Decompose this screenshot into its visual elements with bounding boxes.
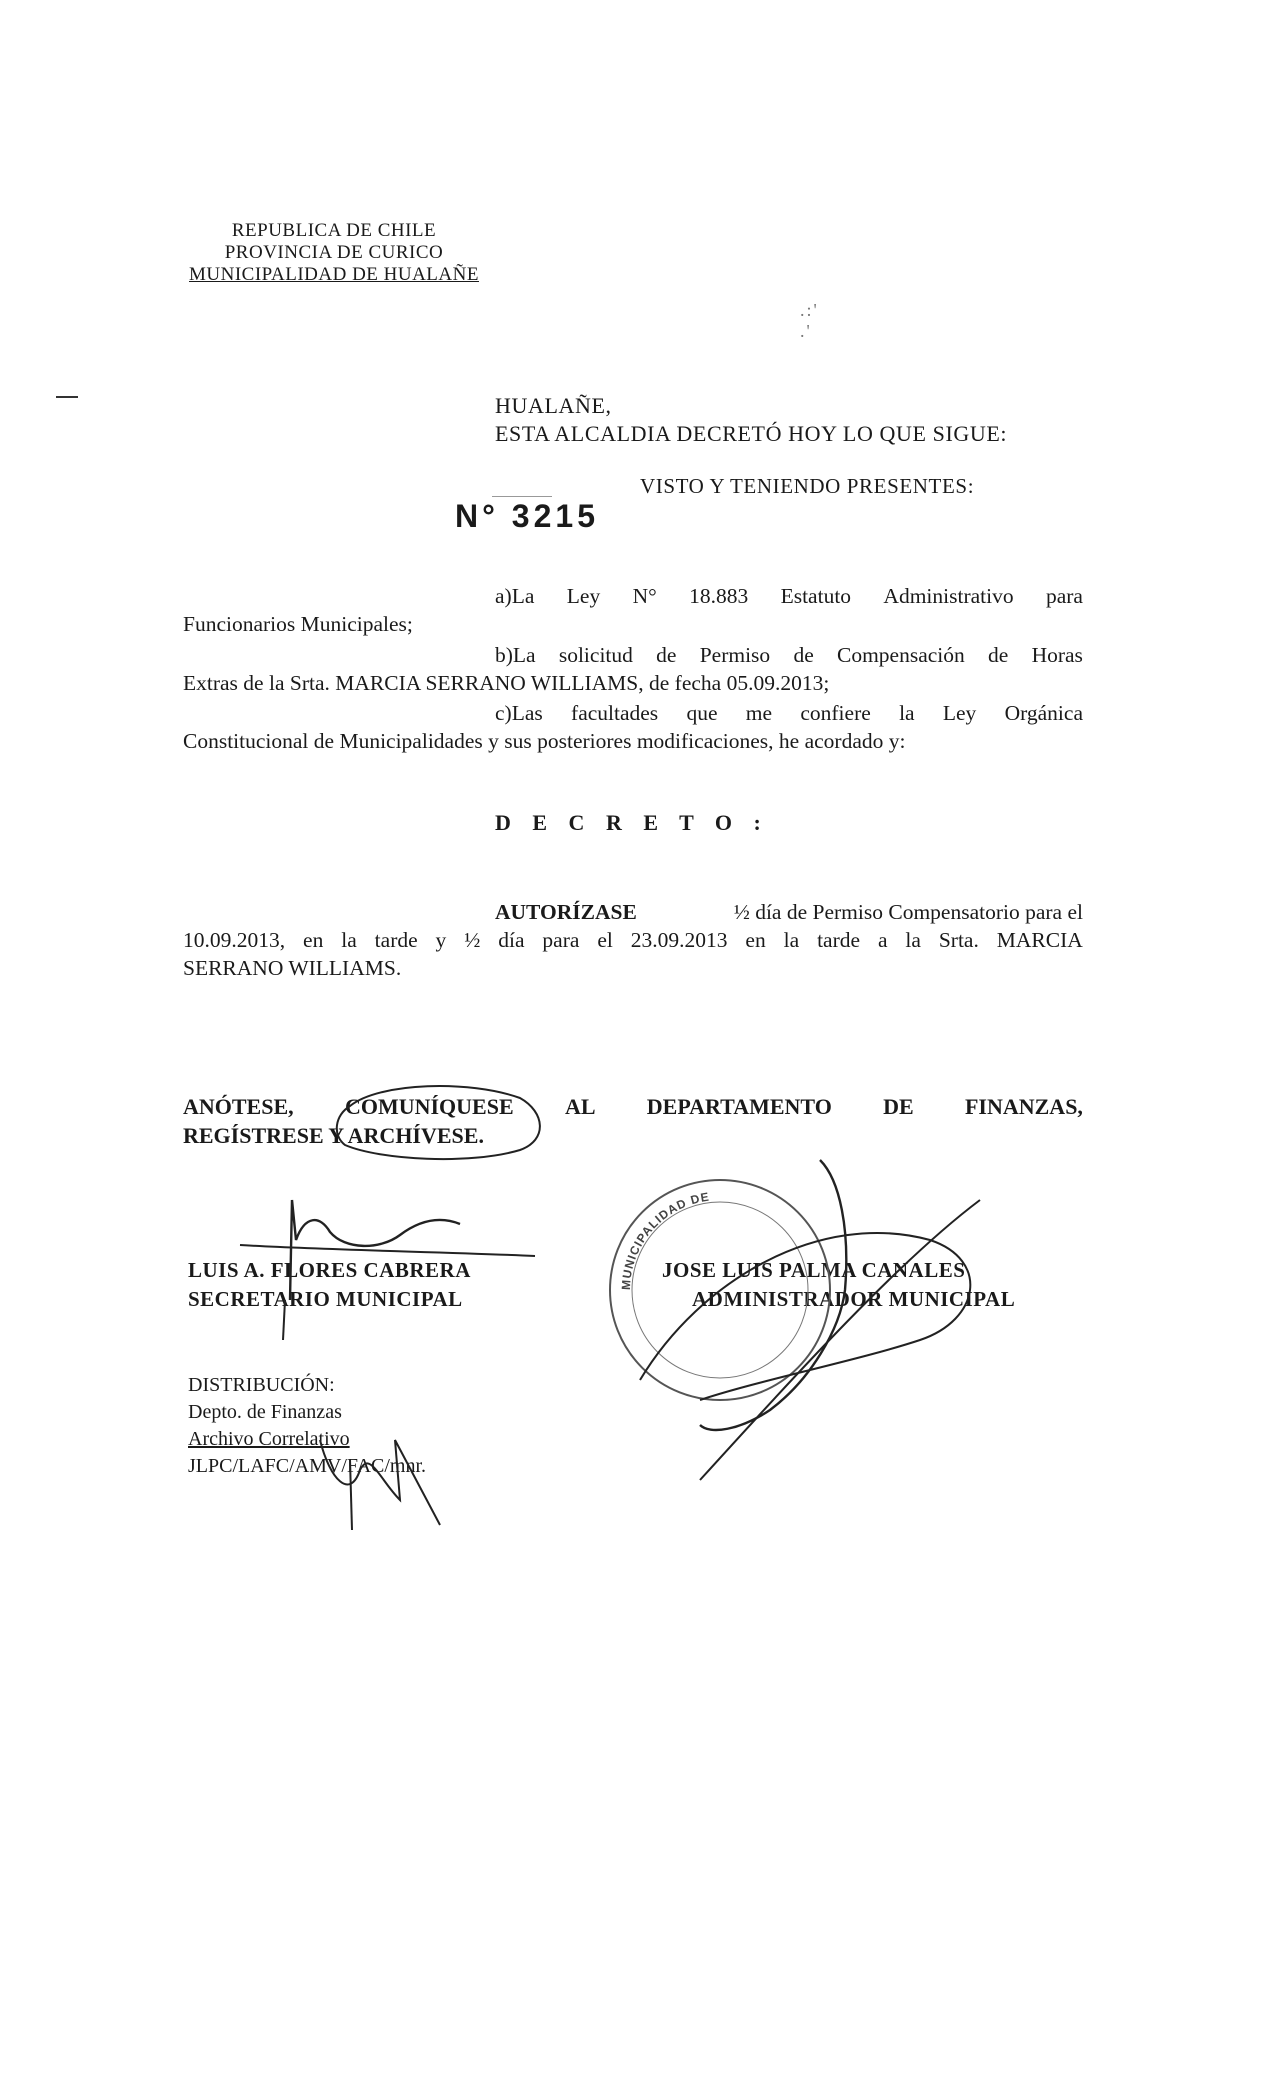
secretary-name: LUIS A. FLORES CABRERA xyxy=(188,1258,471,1282)
decree-line2: 10.09.2013, en la tarde y ½ día para el 23.09.2013 en la tarde a la Srta. MARCIA xyxy=(183,928,1083,952)
distribution-initials: JLPC/LAFC/AMV/FAC/mnr. xyxy=(188,1455,427,1477)
decree-title: D E C R E T O : xyxy=(495,810,769,835)
distribution-title: DISTRIBUCIÓN: xyxy=(188,1374,335,1396)
seal-text: MUNICIPALIDAD DE xyxy=(618,1189,711,1291)
signature-secretary-stroke xyxy=(240,1245,535,1256)
consideration-b-line1: b)La solicitud de Permiso de Compensación de Horas xyxy=(495,643,1083,667)
decree-line3: SERRANO WILLIAMS. xyxy=(183,956,402,980)
closing-line1: ANÓTESE, COMUNÍQUESE AL DEPARTAMENTO DE FINANZAS, xyxy=(183,1094,1083,1119)
decree-number: N° 3215 xyxy=(455,498,599,534)
initials-scribble-stem xyxy=(350,1460,352,1530)
consideration-c-line1: c)Las facultades que me confiere la Ley Orgánica xyxy=(495,701,1083,725)
distribution-item-finanzas: Depto. de Finanzas xyxy=(188,1401,342,1423)
secretary-title: SECRETARIO MUNICIPAL xyxy=(188,1287,463,1311)
consideration-b-line2: Extras de la Srta. MARCIA SERRANO WILLIAMS, de fecha 05.09.2013; xyxy=(183,671,830,695)
decree-line1-rest: ½ día de Permiso Compensatorio para el xyxy=(733,900,1083,924)
consideration-a-line1: a)La Ley N° 18.883 Estatuto Administrativo para xyxy=(495,584,1083,608)
initials-scribble xyxy=(320,1440,440,1525)
consideration-a-line2: Funcionarios Municipales; xyxy=(183,612,413,636)
closing-line2: REGÍSTRESE Y ARCHÍVESE. xyxy=(183,1123,484,1148)
signature-secretary-tail xyxy=(283,1300,285,1340)
scan-speck-mark: .:' .' xyxy=(800,300,819,341)
administrator-title: ADMINISTRADOR MUNICIPAL xyxy=(692,1287,1016,1311)
letterhead-municipality: MUNICIPALIDAD DE HUALAÑE xyxy=(189,264,479,285)
visto-heading: VISTO Y TENIENDO PRESENTES: xyxy=(640,474,975,498)
signature-administrator xyxy=(700,1160,846,1430)
administrator-name: JOSE LUIS PALMA CANALES xyxy=(662,1258,966,1282)
letterhead-country: REPUBLICA DE CHILE xyxy=(231,220,437,241)
letterhead-province: PROVINCIA DE CURICO xyxy=(224,242,444,263)
distribution-item-archivo: Archivo Correlativo xyxy=(188,1428,350,1450)
signature-loop-left xyxy=(337,1086,540,1159)
consideration-c-line2: Constitucional de Municipalidades y sus posteriores modificaciones, he acordado y: xyxy=(183,729,906,753)
place-label: HUALAÑE, xyxy=(495,393,612,418)
decree-statement: ESTA ALCALDIA DECRETÓ HOY LO QUE SIGUE: xyxy=(495,421,1008,446)
decree-verb: AUTORÍZASE xyxy=(495,900,637,924)
